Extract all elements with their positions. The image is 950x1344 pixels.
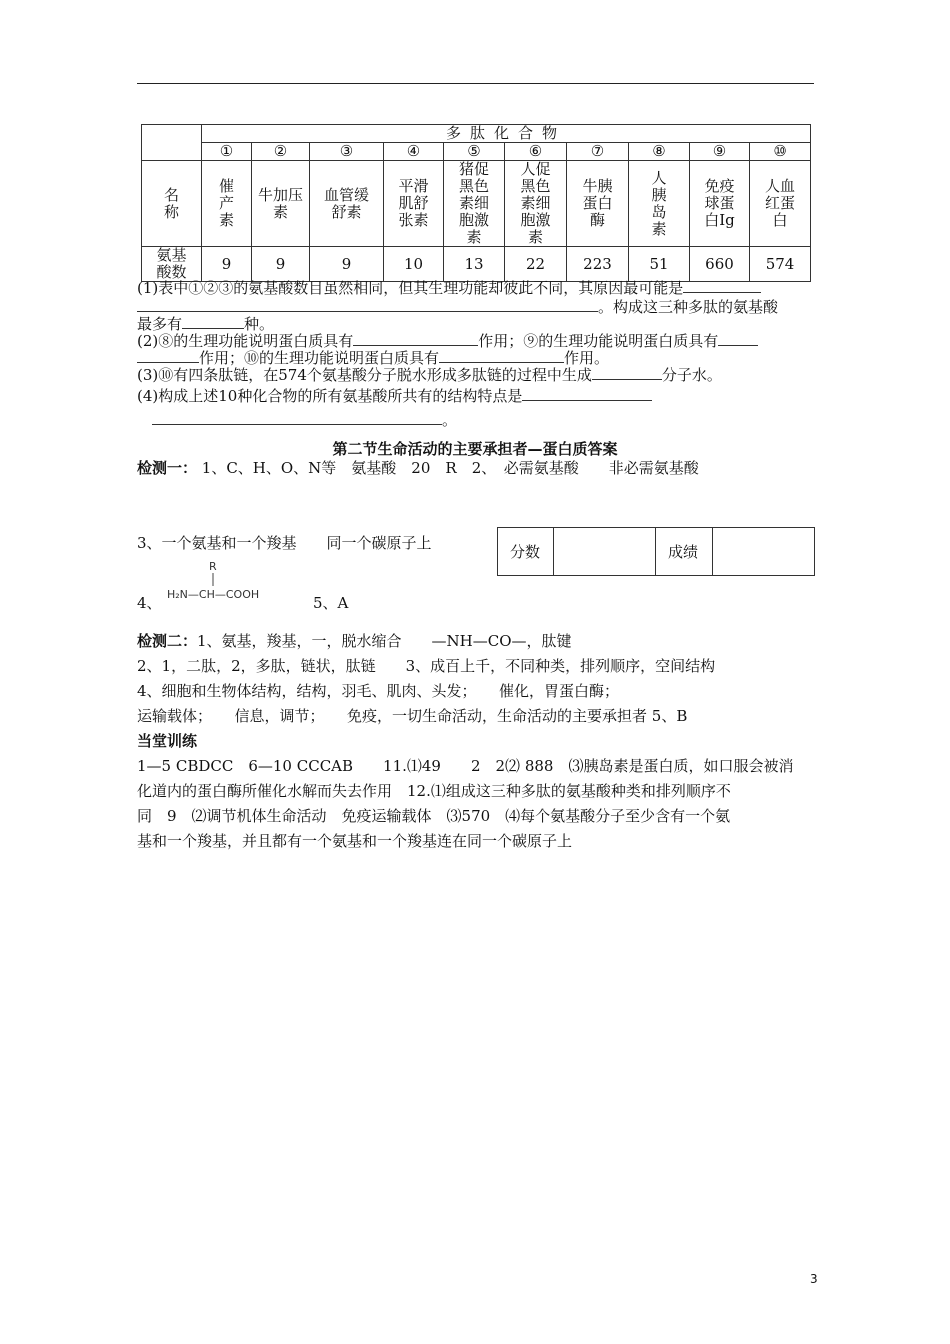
amino-acid-count: 22 — [505, 247, 567, 282]
amino-acid-count: 9 — [310, 247, 384, 282]
count-label-cell — [142, 247, 202, 282]
header-rule — [137, 83, 814, 84]
amino-acid-count: 9 — [252, 247, 310, 282]
check-2-line-4: 运输载体； 信息，调节； 免疫，一切生命活动，生命活动的主要承担者 5、B — [137, 707, 688, 725]
grade-field[interactable] — [713, 528, 815, 576]
page-number: 3 — [810, 1272, 818, 1286]
compound-number: ② — [252, 143, 310, 161]
check-2-line-2: 2、1，二肽，2，多肽，链状，肽链 3、成百上千，不同种类，排列顺序，空间结构 — [137, 657, 716, 675]
answer-blank — [353, 331, 478, 346]
compound-name: 免疫球蛋白Ig — [690, 161, 750, 247]
grade-label: 成绩 — [656, 528, 713, 576]
compound-name: 催产素 — [202, 161, 252, 247]
amino-acid-count: 660 — [690, 247, 750, 282]
formula-r-group: R — [209, 560, 217, 573]
answer-blank — [137, 348, 199, 363]
question-4-line-2: 。 — [152, 410, 457, 429]
formula-backbone: H₂N—CH—COOH — [167, 588, 260, 601]
answer-blank — [439, 348, 564, 363]
answer-blank — [522, 386, 652, 401]
training-line-2: 化道内的蛋白酶所催化水解而失去作用 12.⑴组成这三种多肽的氨基酸种类和排列顺序不 — [137, 782, 731, 800]
answer-blank — [683, 278, 761, 293]
question-2-line-1: (2)⑧的生理功能说明蛋白质具有 作用；⑨的生理功能说明蛋白质具有 — [137, 331, 758, 350]
group-header: 多肽化合物 — [202, 125, 811, 143]
training-label: 当堂训练 — [137, 732, 198, 750]
compound-name: 人促黑色素细胞激素 — [505, 161, 567, 247]
question-2-line-2: 作用；⑩的生理功能说明蛋白质具有 作用。 — [137, 348, 609, 367]
compound-number: ④ — [384, 143, 444, 161]
check-1-line-3: 3、一个氨基和一个羧基 同一个碳原子上 — [137, 534, 432, 552]
name-label-cell — [142, 161, 202, 247]
check-2-line-1: 检测二：1、氨基，羧基，一，脱水缩合 —NH—CO—，肽键 — [137, 632, 572, 650]
compound-number: ⑥ — [505, 143, 567, 161]
check-2-label: 检测二： — [137, 632, 198, 650]
question-3: (3)⑩有四条肽链，在574个氨基酸分子脱水形成多肽链的过程中生成 分子水。 — [137, 366, 722, 384]
question-1-line-1: (1)表中①②③的氨基酸数目虽然相同，但其生理功能却彼此不同，其原因最可能是 — [137, 278, 761, 297]
compound-number: ⑦ — [567, 143, 629, 161]
question-4: (4)构成上述10种化合物的所有氨基酸所共有的结构特点是 — [137, 386, 652, 405]
amino-acid-count: 9 — [202, 247, 252, 282]
compound-number: ① — [202, 143, 252, 161]
training-line-1: 1—5 CBDCC 6—10 CCCAB 11.⑴49 2 2⑵ 888 ⑶胰岛素是蛋白质，如口服会被消 — [137, 757, 794, 775]
amino-acid-count: 574 — [750, 247, 811, 282]
check-1-line-4: 4、 — [137, 594, 162, 612]
answer-blank — [718, 331, 758, 346]
answer-blank — [137, 297, 598, 312]
answer-blank — [182, 314, 244, 329]
compound-number: ⑤ — [444, 143, 505, 161]
compound-number: ⑧ — [629, 143, 690, 161]
amino-acid-formula — [165, 558, 290, 604]
compound-name: 牛胰蛋白酶 — [567, 161, 629, 247]
score-box — [497, 527, 815, 576]
compound-number: ⑨ — [690, 143, 750, 161]
score-label: 分数 — [498, 528, 554, 576]
check-1-line: 检测一： 1、C、H、O、N等 氨基酸 20 R 2、 必需氨基酸 非必需氨基酸 — [137, 459, 699, 477]
check-1-line-4b: 5、A — [313, 594, 349, 612]
polypeptide-table — [141, 124, 811, 282]
compound-name: 人血红蛋白 — [750, 161, 811, 247]
name-label: 名称 — [164, 185, 180, 221]
question-1-line-2: 最多有 种。 — [137, 315, 275, 333]
training-line-4: 基和一个羧基，并且都有一个氨基和一个羧基连在同一个碳原子上 — [137, 832, 573, 850]
question-1-line-1b: 。构成这三种多肽的氨基酸 — [137, 297, 778, 316]
amino-acid-count: 10 — [384, 247, 444, 282]
amino-acid-count: 13 — [444, 247, 505, 282]
compound-name: 血管缓舒素 — [310, 161, 384, 247]
corner-cell — [142, 125, 202, 161]
check-1-label: 检测一： — [137, 459, 198, 477]
compound-number: ③ — [310, 143, 384, 161]
amino-acid-count: 51 — [629, 247, 690, 282]
score-field[interactable] — [554, 528, 656, 576]
compound-name: 人胰岛素 — [629, 161, 690, 247]
training-line-3: 同 9 ⑵调节机体生命活动 免疫运输载体 ⑶570 ⑷每个氨基酸分子至少含有一个氨 — [137, 807, 731, 825]
check-2-line-3: 4、细胞和生物体结构，结构，羽毛、肌肉、头发； 催化，胃蛋白酶； — [137, 682, 620, 700]
answer-blank — [592, 365, 662, 380]
compound-name: 平滑肌舒张素 — [384, 161, 444, 247]
answers-title: 第二节生命活动的主要承担者—蛋白质答案 — [332, 440, 618, 458]
compound-number: ⑩ — [750, 143, 811, 161]
amino-acid-count: 223 — [567, 247, 629, 282]
compound-name: 牛加压素 — [252, 161, 310, 247]
compound-name: 猪促黑色素细胞激素 — [444, 161, 505, 247]
answer-blank — [152, 410, 442, 425]
count-label: 氨基酸数 — [156, 246, 187, 281]
